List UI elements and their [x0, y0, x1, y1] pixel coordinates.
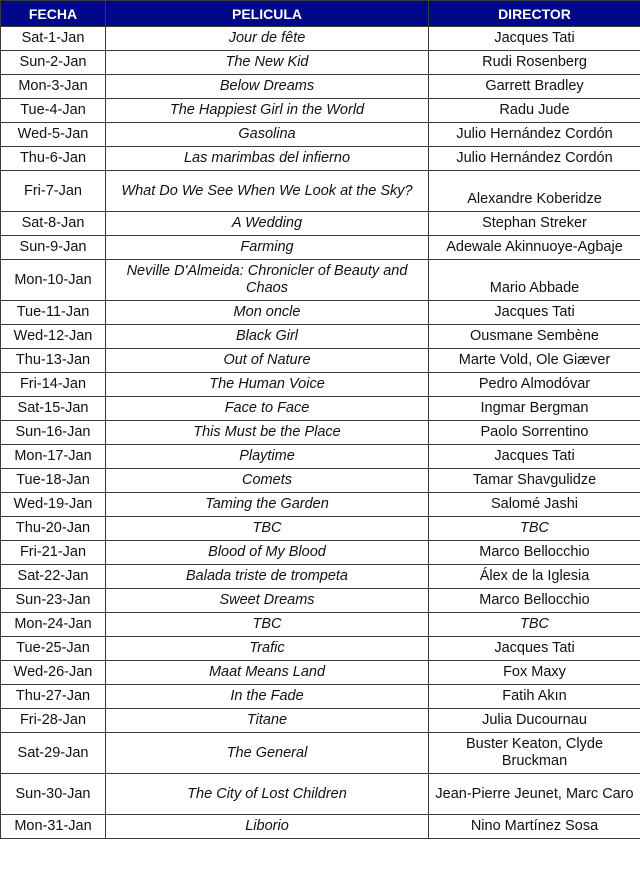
director-cell: Ingmar Bergman [429, 397, 640, 421]
film-cell: Liborio [106, 815, 429, 839]
director-cell: Tamar Shavgulidze [429, 469, 640, 493]
director-cell: Mario Abbade [429, 260, 640, 301]
film-cell: In the Fade [106, 685, 429, 709]
table-row [1, 260, 640, 301]
date-cell: Mon-17-Jan [1, 445, 106, 469]
date-cell: Sat-15-Jan [1, 397, 106, 421]
date-cell: Sun-23-Jan [1, 589, 106, 613]
film-cell: Maat Means Land [106, 661, 429, 685]
header-row [1, 1, 640, 27]
table-row [1, 75, 640, 99]
table-row [1, 27, 640, 51]
film-cell: What Do We See When We Look at the Sky? [106, 171, 429, 212]
film-cell: Face to Face [106, 397, 429, 421]
date-cell: Thu-27-Jan [1, 685, 106, 709]
film-cell: Black Girl [106, 325, 429, 349]
film-cell: Sweet Dreams [106, 589, 429, 613]
table-row [1, 51, 640, 75]
table-row [1, 236, 640, 260]
director-cell: Álex de la Iglesia [429, 565, 640, 589]
table-row [1, 171, 640, 212]
table-row [1, 709, 640, 733]
film-cell: Farming [106, 236, 429, 260]
director-cell: Julia Ducournau [429, 709, 640, 733]
date-cell: Wed-5-Jan [1, 123, 106, 147]
table-row [1, 541, 640, 565]
director-cell: Julio Hernández Cordón [429, 123, 640, 147]
table-row [1, 565, 640, 589]
date-cell: Thu-20-Jan [1, 517, 106, 541]
director-cell: Jacques Tati [429, 637, 640, 661]
director-cell: Adewale Akinnuoye-Agbaje [429, 236, 640, 260]
director-cell: Marco Bellocchio [429, 589, 640, 613]
date-cell: Thu-13-Jan [1, 349, 106, 373]
film-cell: Las marimbas del infierno [106, 147, 429, 171]
film-cell: Balada triste de trompeta [106, 565, 429, 589]
date-cell: Mon-24-Jan [1, 613, 106, 637]
date-cell: Sun-16-Jan [1, 421, 106, 445]
table-row [1, 301, 640, 325]
director-cell: Fatih Akın [429, 685, 640, 709]
date-cell: Fri-14-Jan [1, 373, 106, 397]
header-fecha: FECHA [1, 1, 106, 27]
film-cell: TBC [106, 517, 429, 541]
director-cell: Alexandre Koberidze [429, 171, 640, 212]
table-row [1, 147, 640, 171]
header-pelicula: PELICULA [106, 1, 429, 27]
director-cell: Rudi Rosenberg [429, 51, 640, 75]
date-cell: Wed-12-Jan [1, 325, 106, 349]
table-row [1, 493, 640, 517]
table-row [1, 99, 640, 123]
date-cell: Sat-29-Jan [1, 733, 106, 774]
director-cell: Nino Martínez Sosa [429, 815, 640, 839]
film-cell: Blood of My Blood [106, 541, 429, 565]
table-row [1, 397, 640, 421]
table-row [1, 661, 640, 685]
film-cell: The Human Voice [106, 373, 429, 397]
director-cell: Garrett Bradley [429, 75, 640, 99]
table-row [1, 637, 640, 661]
film-cell: Neville D'Almeida: Chronicler of Beauty and Chaos [106, 260, 429, 301]
date-cell: Thu-6-Jan [1, 147, 106, 171]
date-cell: Sat-1-Jan [1, 27, 106, 51]
film-cell: This Must be the Place [106, 421, 429, 445]
film-cell: The Happiest Girl in the World [106, 99, 429, 123]
date-cell: Mon-10-Jan [1, 260, 106, 301]
director-cell: Jacques Tati [429, 445, 640, 469]
film-cell: Comets [106, 469, 429, 493]
date-cell: Wed-19-Jan [1, 493, 106, 517]
date-cell: Sun-9-Jan [1, 236, 106, 260]
director-cell: TBC [429, 613, 640, 637]
date-cell: Fri-28-Jan [1, 709, 106, 733]
table-row [1, 445, 640, 469]
film-cell: Mon oncle [106, 301, 429, 325]
header-director: DIRECTOR [429, 1, 640, 27]
film-cell: Out of Nature [106, 349, 429, 373]
table-row [1, 589, 640, 613]
table-row [1, 733, 640, 774]
table-row [1, 325, 640, 349]
director-cell: Salomé Jashi [429, 493, 640, 517]
film-cell: Trafic [106, 637, 429, 661]
film-cell: Titane [106, 709, 429, 733]
date-cell: Fri-21-Jan [1, 541, 106, 565]
director-cell: Jacques Tati [429, 27, 640, 51]
table-row [1, 421, 640, 445]
director-cell: Marte Vold, Ole Giæver [429, 349, 640, 373]
director-cell: Buster Keaton, Clyde Bruckman [429, 733, 640, 774]
date-cell: Wed-26-Jan [1, 661, 106, 685]
date-cell: Sun-30-Jan [1, 774, 106, 815]
director-cell: Marco Bellocchio [429, 541, 640, 565]
director-cell: Radu Jude [429, 99, 640, 123]
film-cell: The City of Lost Children [106, 774, 429, 815]
table-row [1, 774, 640, 815]
director-cell: Julio Hernández Cordón [429, 147, 640, 171]
director-cell: Pedro Almodóvar [429, 373, 640, 397]
film-cell: Jour de fête [106, 27, 429, 51]
date-cell: Tue-25-Jan [1, 637, 106, 661]
table-row [1, 613, 640, 637]
table-row [1, 685, 640, 709]
director-cell: Paolo Sorrentino [429, 421, 640, 445]
table-row [1, 815, 640, 839]
film-cell: Taming the Garden [106, 493, 429, 517]
date-cell: Tue-11-Jan [1, 301, 106, 325]
director-cell: Ousmane Sembène [429, 325, 640, 349]
table-row [1, 123, 640, 147]
date-cell: Tue-18-Jan [1, 469, 106, 493]
director-cell: TBC [429, 517, 640, 541]
date-cell: Sat-8-Jan [1, 212, 106, 236]
date-cell: Sun-2-Jan [1, 51, 106, 75]
table-row [1, 349, 640, 373]
table-row [1, 517, 640, 541]
film-cell: Playtime [106, 445, 429, 469]
date-cell: Tue-4-Jan [1, 99, 106, 123]
film-cell: A Wedding [106, 212, 429, 236]
director-cell: Fox Maxy [429, 661, 640, 685]
film-cell: Below Dreams [106, 75, 429, 99]
film-cell: The General [106, 733, 429, 774]
table-row [1, 212, 640, 236]
director-cell: Jacques Tati [429, 301, 640, 325]
table-row [1, 373, 640, 397]
film-cell: TBC [106, 613, 429, 637]
film-cell: The New Kid [106, 51, 429, 75]
date-cell: Mon-31-Jan [1, 815, 106, 839]
date-cell: Sat-22-Jan [1, 565, 106, 589]
date-cell: Mon-3-Jan [1, 75, 106, 99]
film-cell: Gasolina [106, 123, 429, 147]
date-cell: Fri-7-Jan [1, 171, 106, 212]
director-cell: Jean-Pierre Jeunet, Marc Caro [429, 774, 640, 815]
table-row [1, 469, 640, 493]
director-cell: Stephan Streker [429, 212, 640, 236]
